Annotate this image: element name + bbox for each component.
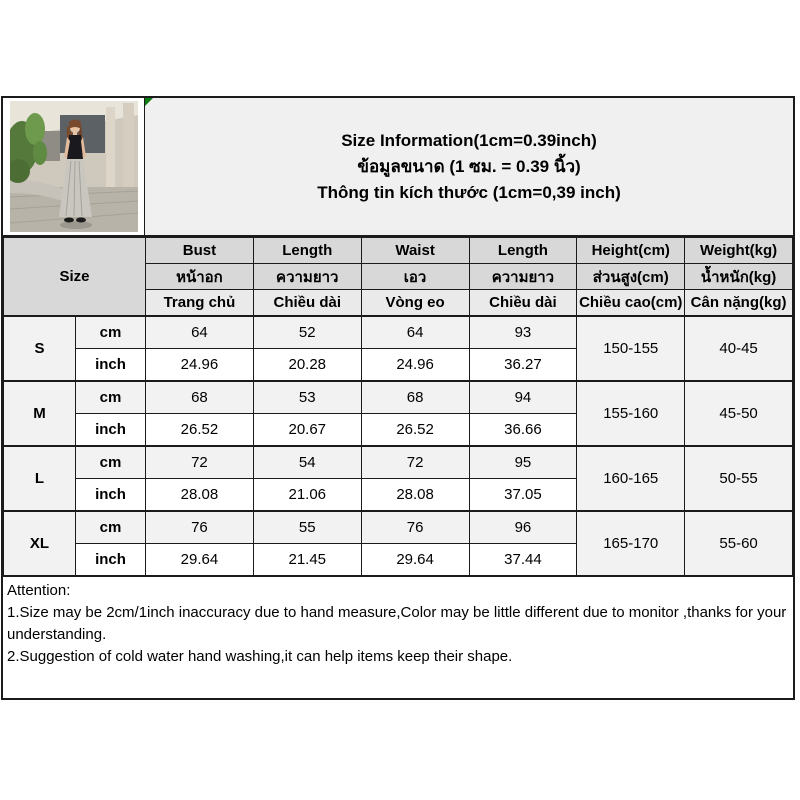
title-cell: [145, 98, 793, 235]
col-header-height-vi: Chiều cao(cm): [577, 290, 685, 317]
page-title-th: ข้อมูลขนาด (1 ซม. = 0.39 นิ้ว): [357, 156, 581, 176]
product-photo: [10, 101, 138, 232]
col-header-bust-th: หน้าอก: [146, 264, 254, 290]
value-cell: 95: [469, 446, 577, 479]
col-header-length1-en: Length: [253, 238, 361, 264]
value-cell: 26.52: [361, 414, 469, 447]
cell-flag-icon: [145, 98, 153, 106]
page-title-en: Size Information(1cm=0.39inch): [341, 130, 597, 150]
weight-range-cell: 50-55: [685, 446, 793, 511]
value-cell: 37.05: [469, 479, 577, 512]
value-cell: 29.64: [361, 544, 469, 576]
row-m-cm: [4, 381, 793, 414]
unit-cell-inch: inch: [76, 414, 146, 447]
value-cell: 20.67: [253, 414, 361, 447]
unit-cell-cm: cm: [76, 511, 146, 544]
col-header-waist-vi: Vòng eo: [361, 290, 469, 317]
col-header-length1-th: ความยาว: [253, 264, 361, 290]
value-cell: 28.08: [146, 479, 254, 512]
unit-cell-inch: inch: [76, 349, 146, 382]
product-photo-cell: [3, 98, 145, 235]
unit-cell-cm: cm: [76, 381, 146, 414]
value-cell: 76: [146, 511, 254, 544]
col-header-length2-th: ความยาว: [469, 264, 577, 290]
value-cell: 55: [253, 511, 361, 544]
value-cell: 53: [253, 381, 361, 414]
col-header-height-th: ส่วนสูง(cm): [577, 264, 685, 290]
header-row-en: [4, 238, 793, 264]
height-range-cell: 160-165: [577, 446, 685, 511]
unit-cell-inch: inch: [76, 479, 146, 512]
value-cell: 68: [361, 381, 469, 414]
unit-cell-cm: cm: [76, 446, 146, 479]
attention-heading: Attention:: [7, 582, 71, 599]
weight-range-cell: 55-60: [685, 511, 793, 576]
row-l-cm: [4, 446, 793, 479]
value-cell: 24.96: [361, 349, 469, 382]
value-cell: 36.27: [469, 349, 577, 382]
value-cell: 54: [253, 446, 361, 479]
size-table: [3, 237, 793, 576]
value-cell: 21.45: [253, 544, 361, 576]
value-cell: 20.28: [253, 349, 361, 382]
height-range-cell: 165-170: [577, 511, 685, 576]
col-header-waist-en: Waist: [361, 238, 469, 264]
col-header-height-en: Height(cm): [577, 238, 685, 264]
attention-item-2: 2.Suggestion of cold water hand washing,it can help items keep their shape.: [7, 648, 513, 665]
value-cell: 96: [469, 511, 577, 544]
value-cell: 24.96: [146, 349, 254, 382]
col-header-length2-vi: Chiều dài: [469, 290, 577, 317]
row-xl-cm: [4, 511, 793, 544]
value-cell: 52: [253, 316, 361, 349]
value-cell: 72: [361, 446, 469, 479]
height-range-cell: 150-155: [577, 316, 685, 381]
value-cell: 21.06: [253, 479, 361, 512]
value-cell: 64: [361, 316, 469, 349]
unit-cell-cm: cm: [76, 316, 146, 349]
value-cell: 28.08: [361, 479, 469, 512]
page-title-vi: Thông tin kích thước (1cm=0,39 inch): [317, 182, 621, 202]
size-label-s: S: [4, 316, 76, 381]
size-label-xl: XL: [4, 511, 76, 576]
top-row: [3, 98, 793, 237]
height-range-cell: 155-160: [577, 381, 685, 446]
row-s-cm: [4, 316, 793, 349]
value-cell: 26.52: [146, 414, 254, 447]
value-cell: 36.66: [469, 414, 577, 447]
attention-note: [3, 576, 793, 698]
value-cell: 76: [361, 511, 469, 544]
weight-range-cell: 40-45: [685, 316, 793, 381]
value-cell: 68: [146, 381, 254, 414]
col-header-bust-en: Bust: [146, 238, 254, 264]
size-label-l: L: [4, 446, 76, 511]
value-cell: 93: [469, 316, 577, 349]
size-label-m: M: [4, 381, 76, 446]
col-header-length1-vi: Chiều dài: [253, 290, 361, 317]
value-cell: 94: [469, 381, 577, 414]
value-cell: 37.44: [469, 544, 577, 576]
col-header-weight-vi: Cân nặng(kg): [685, 290, 793, 317]
value-cell: 29.64: [146, 544, 254, 576]
weight-range-cell: 45-50: [685, 381, 793, 446]
col-header-weight-en: Weight(kg): [685, 238, 793, 264]
attention-item-1: 1.Size may be 2cm/1inch inaccuracy due to hand measure,Color may be little different due to monitor ,thanks for your understanding.: [7, 604, 787, 643]
col-header-waist-th: เอว: [361, 264, 469, 290]
value-cell: 64: [146, 316, 254, 349]
corner-size-label: Size: [4, 238, 146, 317]
col-header-weight-th: น้ำหนัก(kg): [685, 264, 793, 290]
col-header-length2-en: Length: [469, 238, 577, 264]
size-chart-sheet: [1, 96, 795, 700]
col-header-bust-vi: Trang chủ: [146, 290, 254, 317]
value-cell: 72: [146, 446, 254, 479]
unit-cell-inch: inch: [76, 544, 146, 576]
